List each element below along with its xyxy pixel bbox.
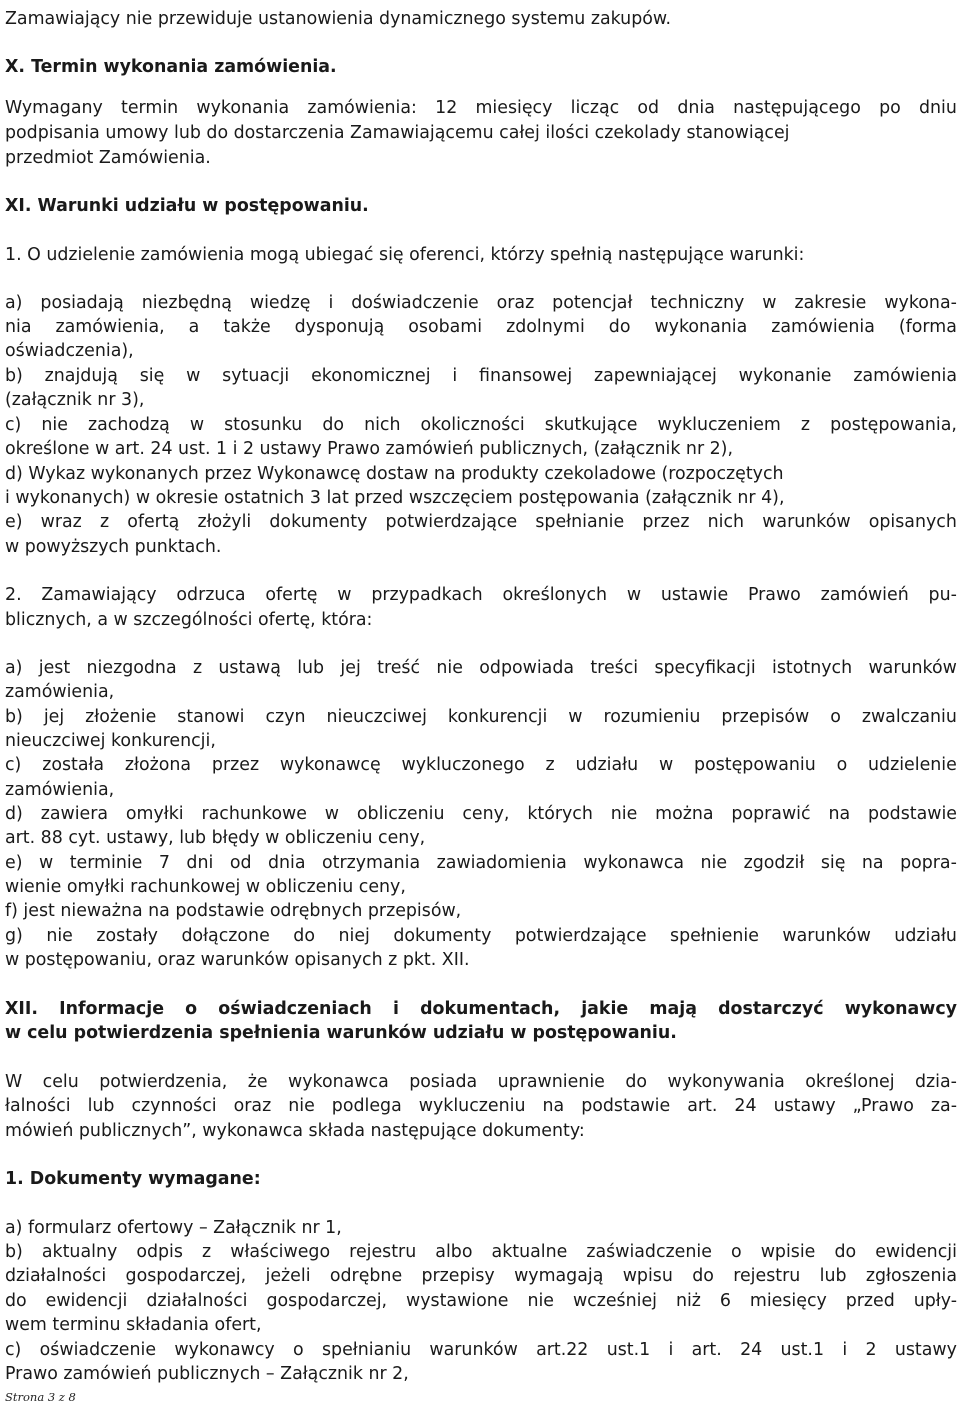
rejection-line: zamówienia, (5, 682, 115, 702)
document-item-line: działalności gospodarczej, jeżeli odrębne przepisy wymagają wpisu do rejestru lub zgłoszenia (5, 1266, 957, 1286)
section-xii-intro: W celu potwierdzenia, że wykonawca posiada uprawnienie do wykonywania określonej dzia- (5, 1072, 957, 1092)
condition-line: b) znajdują się w sytuacji ekonomicznej i finansowej zapewniającej wykonanie zamówienia (5, 366, 957, 386)
document-item-line: a) formularz ofertowy – Załącznik nr 1, (5, 1218, 342, 1238)
rejection-line: zamówienia, (5, 780, 115, 800)
section-xii-intro: łalności lub czynności oraz nie podlega wykluczeniu na podstawie art. 24 ustawy „Prawo za- (5, 1096, 957, 1116)
section-xii-subheading: 1. Dokumenty wymagane: (5, 1169, 261, 1189)
condition-line: oświadczenia), (5, 341, 134, 361)
rejection-line: e) w terminie 7 dni od dnia otrzymania zawiadomienia wykonawca nie zgodził się na popra- (5, 853, 957, 873)
rejection-line: g) nie zostały dołączone do niej dokumenty potwierdzające spełnienie warunków udziału (5, 926, 957, 946)
section-xii-heading: w celu potwierdzenia spełnienia warunków udziału w postępowaniu. (5, 1023, 677, 1043)
section-x-text: przedmiot Zamówienia. (5, 148, 211, 168)
document-item-line: Prawo zamówień publicznych – Załącznik nr 2, (5, 1364, 409, 1384)
condition-line: c) nie zachodzą w stosunku do nich okoliczności skutkujące wykluczeniem z postępowania, (5, 415, 957, 435)
rejection-line: f) jest nieważna na podstawie odrębnych przepisów, (5, 901, 462, 921)
section-xi-paragraph: 2. Zamawiający odrzuca ofertę w przypadkach określonych w ustawie Prawo zamówień pu- (5, 585, 957, 605)
section-xi-paragraph: 1. O udzielenie zamówienia mogą ubiegać się oferenci, którzy spełnią następujące warunki: (5, 245, 805, 265)
condition-line: (załącznik nr 3), (5, 390, 145, 410)
condition-line: nia zamówienia, a także dysponują osobami zdolnymi do wykonania zamówienia (forma (5, 317, 957, 337)
rejection-line: d) zawiera omyłki rachunkowe w obliczeniu ceny, których nie można poprawić na podstawie (5, 804, 957, 824)
page-number: Strona 3 z 8 (5, 1390, 76, 1404)
intro-line: Zamawiający nie przewiduje ustanowienia dynamicznego systemu zakupów. (5, 9, 672, 29)
section-xi-heading: XI. Warunki udziału w postępowaniu. (5, 196, 369, 216)
rejection-line: nieuczciwej konkurencji, (5, 731, 216, 751)
section-x-text: podpisania umowy lub do dostarczenia Zamawiającemu całej ilości czekolady stanowiącej (5, 123, 790, 143)
condition-line: w powyższych punktach. (5, 537, 222, 557)
section-xii-intro: mówień publicznych”, wykonawca składa następujące dokumenty: (5, 1121, 585, 1141)
document-item-line: wem terminu składania ofert, (5, 1315, 262, 1335)
section-x-heading: X. Termin wykonania zamówienia. (5, 57, 337, 77)
document-item-line: b) aktualny odpis z właściwego rejestru albo aktualne zaświadczenie o wpisie do ewidencji (5, 1242, 957, 1262)
section-xi-paragraph: blicznych, a w szczególności ofertę, która: (5, 610, 373, 630)
condition-line: d) Wykaz wykonanych przez Wykonawcę dostaw na produkty czekoladowe (rozpoczętych (5, 464, 784, 484)
condition-line: a) posiadają niezbędną wiedzę i doświadczenie oraz potencjał techniczny w zakresie wykona- (5, 293, 957, 313)
rejection-line: wienie omyłki rachunkowej w obliczeniu ceny, (5, 877, 406, 897)
rejection-line: c) została złożona przez wykonawcę wykluczonego z udziału w postępowaniu o udzielenie (5, 755, 957, 775)
section-xii-heading: XII. Informacje o oświadczeniach i dokumentach, jakie mają dostarczyć wykonawcy (5, 999, 957, 1019)
rejection-line: w postępowaniu, oraz warunków opisanych z pkt. XII. (5, 950, 470, 970)
condition-line: e) wraz z ofertą złożyli dokumenty potwierdzające spełnianie przez nich warunków opisanych (5, 512, 957, 532)
document-item-line: c) oświadczenie wykonawcy o spełnianiu warunków art.22 ust.1 i art. 24 ust.1 i 2 ustawy (5, 1340, 957, 1360)
rejection-line: a) jest niezgodna z ustawą lub jej treść nie odpowiada treści specyfikacji istotnych warunków (5, 658, 957, 678)
rejection-line: b) jej złożenie stanowi czyn nieuczciwej konkurencji w rozumieniu przepisów o zwalczaniu (5, 707, 957, 727)
condition-line: i wykonanych) w okresie ostatnich 3 lat przed wszczęciem postępowania (załącznik nr 4), (5, 488, 785, 508)
rejection-line: art. 88 cyt. ustawy, lub błędy w obliczeniu ceny, (5, 828, 426, 848)
document-item-line: do ewidencji działalności gospodarczej, wystawione nie wcześniej niż 6 miesięcy przed upły- (5, 1291, 957, 1311)
section-x-text: Wymagany termin wykonania zamówienia: 12 miesięcy licząc od dnia następującego po dniu (5, 98, 957, 118)
condition-line: określone w art. 24 ust. 1 i 2 ustawy Prawo zamówień publicznych, (załącznik nr 2), (5, 439, 733, 459)
